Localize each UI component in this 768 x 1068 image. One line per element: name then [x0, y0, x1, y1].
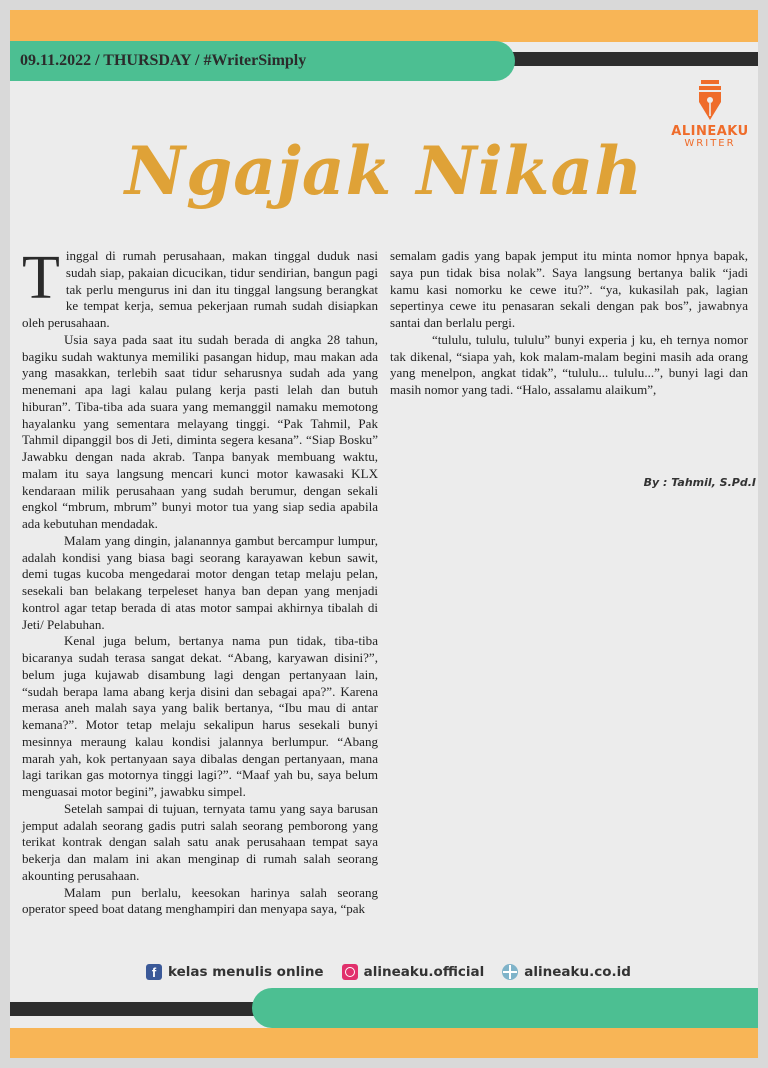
article-title: Ngajak Nikah: [124, 132, 644, 210]
top-orange-band: [10, 10, 758, 42]
facebook-icon: f: [146, 964, 162, 980]
magazine-page: [10, 10, 758, 1058]
drop-cap: T: [22, 244, 60, 312]
globe-icon: [502, 964, 518, 980]
paragraph-6: Malam pun berlalu, keesokan harinya salah seorang operator speed boat datang menghampiri dan menyapa saya, “pak: [22, 884, 378, 917]
paragraph-2: Usia saya pada saat itu sudah berada di angka 28 tahun, bagiku sudah waktunya memiliki pasangan hidup, mau makan ada yang masakkan, terlebih saat tidur seharusnya sudah ada yang menemani apa lagi kalau pulang kerja pasti lelah dan butuh hiburan”. Tiba-tiba ada suara yang memanggil namaku memotong hayalanku yang sementara melayang tinggi. “Pak Tahmil, Pak Tahmil dipanggil bos di Jeti, diminta segera kesana”. “Siap Bosku” Jawabku dengan nada akrab. Tanpa banyak membuang waktu, malam itu saya langsung mencari kunci motor kawasaki KLX kendaraan milik perusahaan yang sudah berumur, dengan sekali engkol “mbrum, mbrum” bunyi motor tua yang siap sedia apabila ada kebutuhan mendadak.: [22, 331, 378, 531]
paragraph-7: semalam gadis yang bapak jemput itu minta nomor hpnya bapak, saya pun tidak bisa nolak”. Saya langsung bertanya balik “jadi kamu kasi nomorku ke cewe itu?”. “ya, kukasilah pak, lagian sepertinya cewe itu penasaran sekali dengan pak bos”, jawabnya santai dan berlalu pergi.: [390, 248, 748, 330]
header-date-line: 09.11.2022 / THURSDAY / #WriterSimply: [20, 52, 307, 69]
footer-instagram[interactable]: [342, 964, 485, 980]
footer-website[interactable]: [502, 964, 631, 980]
paragraph-4: Kenal juga belum, bertanya nama pun tidak, tiba-tiba bicaranya sudah terasa sangat dekat. “Abang, karyawan disini?”, belum juga kujawab disambung lagi dengan pertanyaan lain, “sudah berapa lama abang kerja disini dan sebagai apa?”. Karena merasa aneh malah saya yang balik bertanya, “Ibu mau di antar kemana?”. Motor tetap melaju sekalipun harus sesekali bunyi mesinnya meraung kalau kondisi jalannya berlumpur. “Abang marah yah, kok pertanyaan saya dibalas dengan pertanyaan, mana lagi tarikan gas motornya tinggi lagi?”. “Maaf yah bu, saya belum menguasai motor begini”, jawabku simpel.: [22, 633, 378, 799]
footer-social-links: [146, 964, 649, 980]
bottom-orange-band: [10, 1028, 758, 1058]
top-dark-stripe: [480, 52, 758, 66]
logo-name: ALINEAKU: [671, 124, 749, 139]
logo-subtitle: WRITER: [684, 138, 736, 149]
instagram-icon: [342, 964, 358, 980]
pen-nib-icon: [693, 76, 727, 122]
bottom-dark-stripe: [10, 1002, 288, 1016]
paragraph-5: Setelah sampai di tujuan, ternyata tamu yang saya barusan jemput adalah seorang gadis putri salah seorang pemborong yang terikat kontrak dengan salah satu anak perusahaan tempat saya bekerja dan malam ini akan menginap di rumah salah seorang akounting perusahaan.: [22, 800, 378, 883]
article-column-right: [390, 248, 748, 399]
header-bar: [10, 41, 515, 81]
paragraph-3: Malam yang dingin, jalanannya gambut bercampur lumpur, adalah kondisi yang biasa bagi seorang karayawan kebun sawit, demi tugas kucoba mengedarai motor dengan tetap melaju pelan, sesekali ban belakang terpeleset hanya ban depan yang menjadi kontrol agar tetap berada di atas motor sampai akhirnya tibalah di Jeti/ Pelabuhan.: [22, 532, 378, 632]
author-byline: By : Tahmil, S.Pd.I: [643, 476, 756, 489]
paragraph-1: Tinggal di rumah perusahaan, makan tinggal duduk nasi sudah siap, pakaian dicucikan, tidur sendirian, bangun pagi tak perlu mengurus ini dan itu tinggal langsung berangkat ke tempat kerja, semua pekerjaan rumah sudah disiapkan oleh perusahaan.: [22, 244, 378, 330]
paragraph-8: “tululu, tululu, tululu” bunyi experia j ku, eh ternya nomor tak dikenal, “siapa yah, kok malam-malam begini masih ada orang yang menelpon, angkat tidak”, “tululu... tululu...”, bunyi lagi dan masih nomor yang tadi. “Halo, assalamu alaikum”,: [390, 331, 748, 397]
facebook-label: kelas menulis online: [168, 964, 324, 980]
footer-facebook[interactable]: [146, 964, 324, 980]
article-column-left: [22, 244, 378, 918]
website-label: alineaku.co.id: [524, 964, 631, 980]
bottom-green-bar: [252, 988, 758, 1028]
instagram-label: alineaku.official: [363, 964, 485, 980]
